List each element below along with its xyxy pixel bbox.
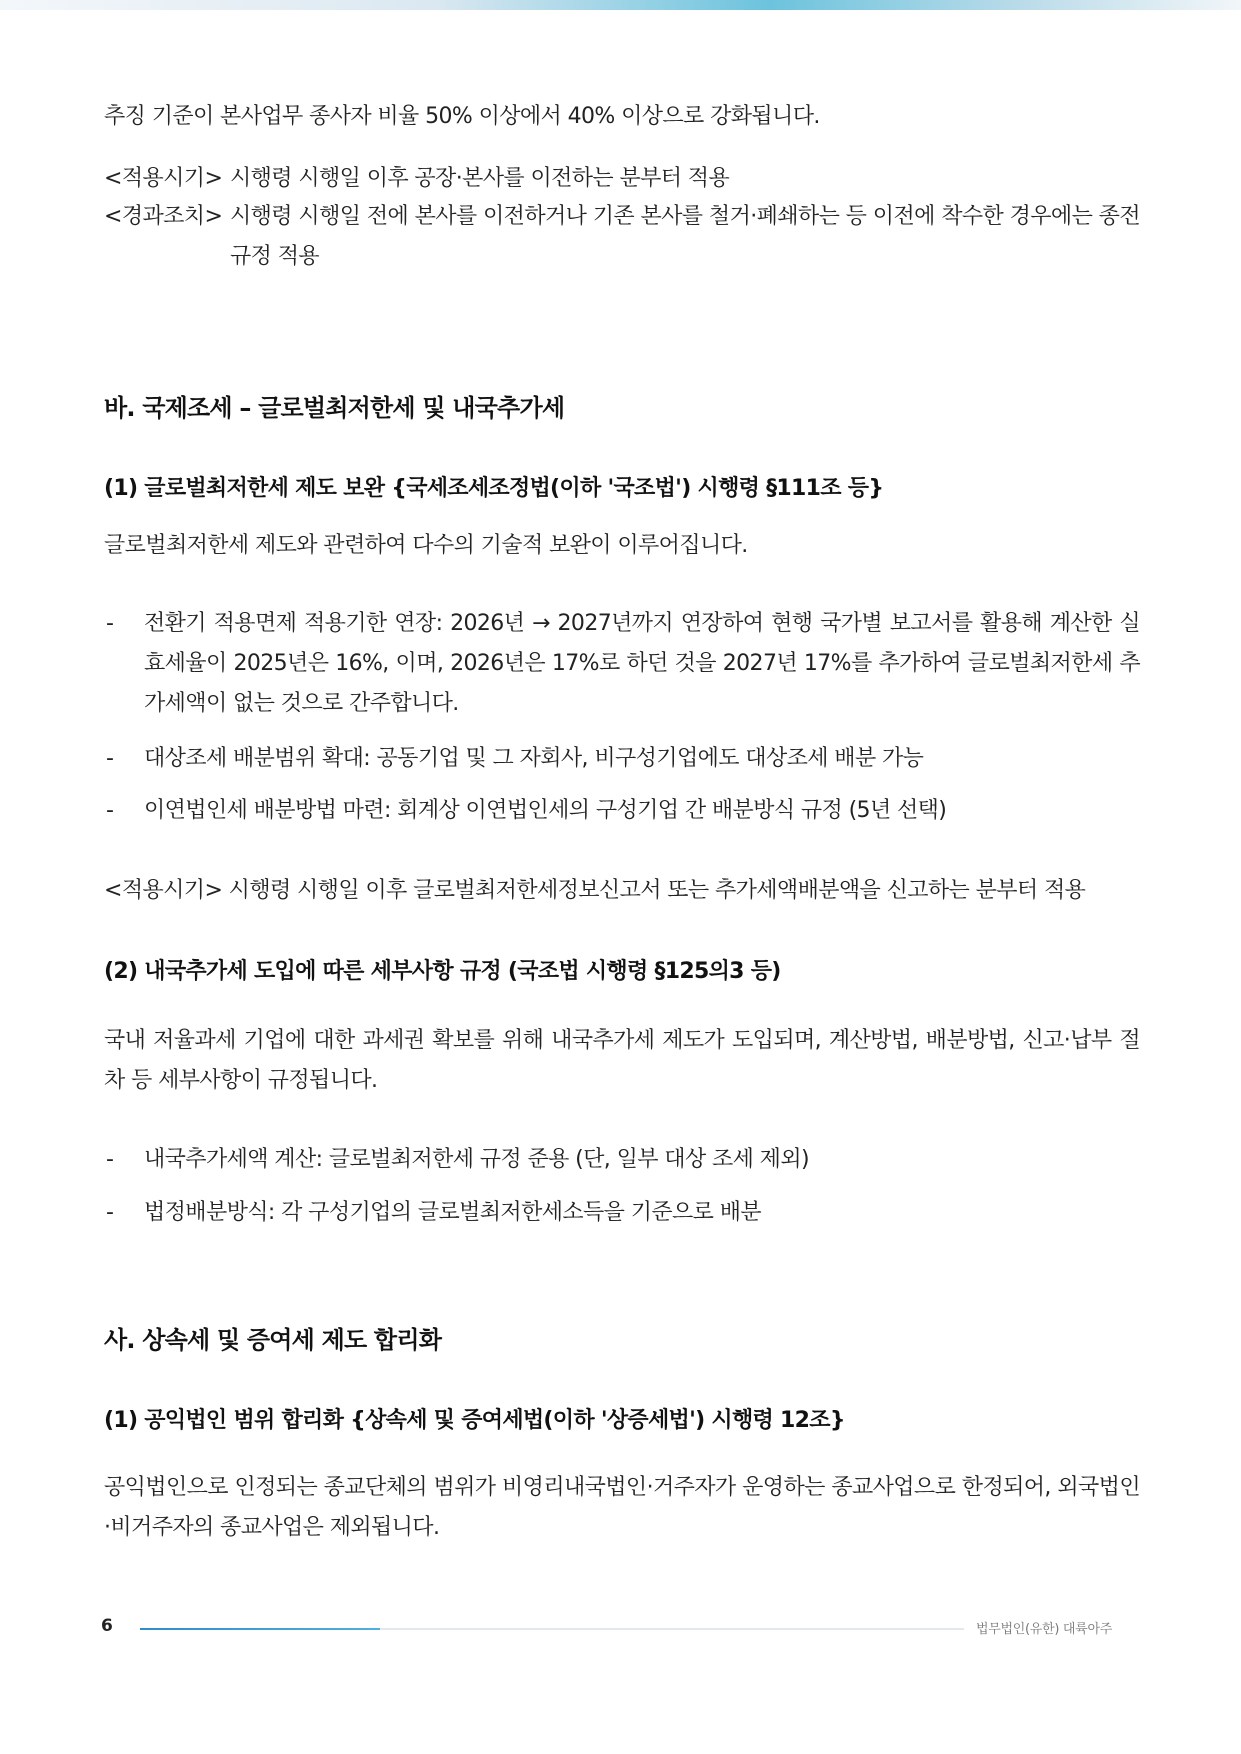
section-sa-sub1-summary: 공익법인으로 인정되는 종교단체의 범위가 비영리내국법인·거주자가 운영하는 종교사업으로 한정되어, 외국법인·비거주자의 종교사업은 제외됩니다. [104,1475,1140,1540]
timing-tag: <적용시기> [104,166,223,191]
bullet-dash: - [106,1147,114,1172]
timing-note [104,159,1140,199]
section-sa-title: 사. 상속세 및 증여세 제도 합리화 [104,1326,442,1354]
section-ba-title: 바. 국제조세 – 글로벌최저한세 및 내국추가세 [104,394,565,422]
transition-tag: <경과조치> [104,204,223,229]
section-ba-sub1-title: (1) 글로벌최저한세 제도 보완 {국세조세조정법(이하 '국조법') 시행령 §111조 등} [104,476,884,501]
footer-brand: 법무법인(유한) 대륙아주 [976,1622,1112,1637]
section-sa-sub1-title: (1) 공익법인 범위 합리화 {상속세 및 증여세법(이하 '상증세법') 시행령 12조} [104,1408,845,1433]
bullet-dash: - [106,746,114,771]
section-ba-sub2-title: (2) 내국추가세 도입에 따른 세부사항 규정 (국조법 시행령 §125의3 등) [104,959,781,984]
list-item: - 내국추가세액 계산: 글로벌최저한세 규정 준용 (단, 일부 대상 조세 제외) [104,1140,1140,1180]
timing-text: 시행령 시행일 이후 공장·본사를 이전하는 분부터 적용 [230,166,730,191]
list-item: - 전환기 적용면제 적용기한 연장: 2026년 → 2027년까지 연장하여 현행 국가별 보고서를 활용해 계산한 실효세율이 2025년은 16%, 이며, 2026년은 17%로 하던 것을 2027년 17%를 추가하여 글로벌최저한세 추가세액이 없는 것으로 간주합니다. [104,604,1140,724]
section-ba-sub2-summary: 국내 저율과세 기업에 대한 과세권 확보를 위해 내국추가세 제도가 도입되며, 계산방법, 배분방법, 신고·납부 절차 등 세부사항이 규정됩니다. [104,1028,1140,1093]
footer-rule-accent [140,1628,380,1630]
intro-line: 추징 기준이 본사업무 종사자 비율 50% 이상에서 40% 이상으로 강화됩니다. [104,104,820,129]
top-gradient-bar [0,0,1241,10]
section-ba-sub1-summary: 글로벌최저한세 제도와 관련하여 다수의 기술적 보완이 이루어집니다. [104,533,748,558]
transition-text: 시행령 시행일 전에 본사를 이전하거나 기존 본사를 철거·폐쇄하는 등 이전에 착수한 경우에는 종전 규정 적용 [230,204,1140,269]
list-item: - 이연법인세 배분방법 마련: 회계상 이연법인세의 구성기업 간 배분방식 규정 (5년 선택) [104,791,1140,831]
section-ba-sub1-timing: <적용시기> 시행령 시행일 이후 글로벌최저한세정보신고서 또는 추가세액배분액을 신고하는 분부터 적용 [104,878,1086,903]
transition-note [104,197,1140,277]
list-item: - 대상조세 배분범위 확대: 공동기업 및 그 자회사, 비구성기업에도 대상조세 배분 가능 [104,739,1140,779]
bullet-dash: - [106,798,114,823]
footer-rule [140,1628,964,1630]
bullet-dash: - [106,1200,114,1225]
bullet-dash: - [106,611,114,636]
list-item: - 법정배분방식: 각 구성기업의 글로벌최저한세소득을 기준으로 배분 [104,1193,1140,1233]
page-number: 6 [101,1616,113,1636]
